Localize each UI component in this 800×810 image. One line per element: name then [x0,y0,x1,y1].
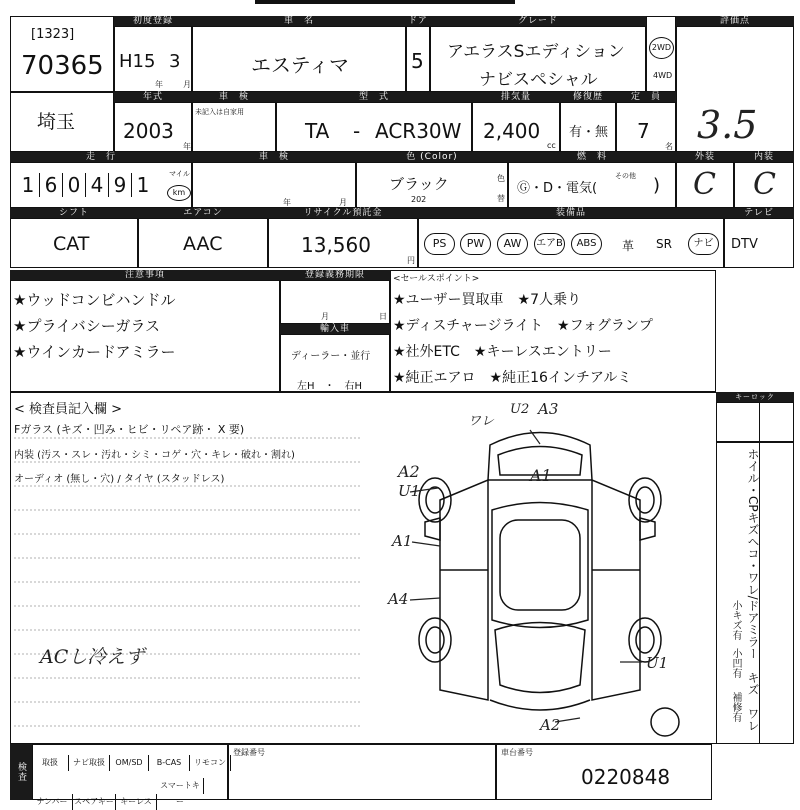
shift-header: シフト [10,208,138,218]
mark-3: A3 [538,400,559,418]
reg-day-unit: 日 [379,312,387,321]
inspection-note: 未記入は自家用 [195,108,244,116]
lot-number: 70365 [21,51,104,81]
mark-9: U1 [646,654,669,672]
inspector-handwritten: ACし冷えず [40,646,145,668]
inspection-header: 車 検 [192,92,276,102]
lot-cell [10,16,114,92]
fuel-other: その他 [615,172,636,180]
reg-date-header: 初度登録 [114,16,192,26]
mileage-header: 走 行 [10,152,192,162]
mark-5: A2 [398,462,420,481]
recycle-cell [268,218,418,268]
model-dash: - [353,119,361,143]
sales-point-4: ★純正エアロ ★純正16インチアルミ [393,370,632,386]
notices-header: 注意事項 [10,270,280,280]
interior-grade: C [753,167,776,202]
color-code: 202 [411,195,427,204]
km-unit: km [172,188,186,197]
sales-label: <セールスポイント> [393,274,480,284]
region: 埼玉 [37,111,76,133]
notice-1: ★ウッドコンビハンドル [13,291,176,309]
bottom-item: スマートキー [157,778,204,794]
door-header: ドア [406,16,430,26]
year-unit: 年 [155,80,163,89]
model-year-cell [114,102,192,152]
shaken-month-unit: 月 [339,198,347,207]
sales-point-2: ★ディスチャージライト ★フォグランプ [393,318,653,334]
shaken-cell [192,162,356,208]
mile-unit: マイル [169,170,190,178]
shaken-header: 車 検 [192,152,356,162]
notices-cell [10,280,280,392]
bottom-item: キーレス [116,794,157,810]
region-cell [10,92,114,152]
capacity-header: 定 員 [616,92,676,102]
equipment-aw: AW [497,233,528,255]
drive-2wd: 2WD [651,43,672,52]
import-cell [280,334,390,392]
aircon: AAC [183,233,223,255]
equipment-header: 装備品 [418,208,724,218]
sheet-title-fragment [255,0,515,4]
drive-2wd-circle [649,37,674,59]
chassis-number: 0220848 [581,765,671,789]
fuel-close: ) [653,175,661,196]
inspector-line-3: オーディオ (無し・穴) / タイヤ (スタッドレス) [14,474,225,485]
side-sub-1: 小キズ有 [730,600,741,640]
mark-4: A1 [530,466,552,485]
car-name: エスティマ [251,53,349,77]
bottom-item: OM/SD [110,755,149,771]
recycle-fee: 13,560 [301,233,371,257]
side-sub-3: 補修有 [730,692,741,722]
drive-cell [646,16,676,92]
displacement-header: 排気量 [472,92,560,102]
chassis-cell [496,744,712,800]
reg-number-label: 登録番号 [233,748,265,757]
fuel-cell [508,162,676,208]
interior-header: 内装 [734,152,794,162]
capacity-cell [616,102,676,152]
equipment-airbag: エアB [534,233,565,255]
fuel-options: Ⓖ・D・電気( [517,181,598,196]
model-header: 型 式 [276,92,472,102]
mark-7: A1 [392,532,413,550]
mileage-digit: 6 [40,173,63,197]
dealer-type: ディーラー・並行 [291,351,371,362]
displacement-cell [472,102,560,152]
mileage-digit: 4 [86,173,109,197]
ac-header: エアコン [138,208,268,218]
equipment-abs: ABS [571,233,602,255]
bottom-item: スペアキー [73,794,116,810]
bottom-side-label: 検査 [10,744,32,800]
equipment-navi: ナビ [688,233,719,255]
reg-number-cell [228,744,496,800]
tv-header: テレビ [724,208,794,218]
notice-3: ★ウインカードアミラー [13,343,176,361]
bottom-item: リモコン [190,755,231,771]
inspection-cell [192,102,276,152]
side-text: ホイル・CPキズヘコ・ワレ/ドアミラー キズ ワレ [746,448,760,732]
km-unit-circle [167,185,191,201]
cc-unit: cc [547,141,556,150]
shaken-year-unit: 年 [283,198,291,207]
mileage-digit: 0 [63,173,86,197]
sales-point-1: ★ユーザー買取車 ★7人乗り [393,292,582,308]
color-cell [356,162,508,208]
drive-4wd: 4WD [653,71,673,80]
reg-date-cell [114,26,192,92]
sales-point-3: ★社外ETC ★キーレスエントリー [393,344,612,360]
model-year-header: 年式 [114,92,192,102]
grade-line-1: アエラスSエディション [447,42,625,62]
color: ブラック [389,175,449,193]
grade-cell [430,26,646,92]
equipment-pw: PW [460,233,491,255]
reg-month: 3 [169,51,181,72]
chassis-label: 車台番号 [501,748,533,757]
mark-1: ワレ [468,414,495,429]
recycle-header: リサイクル預託金 [268,208,418,218]
yen-unit: 円 [407,256,415,265]
door-cell [406,26,430,92]
bottom-item: ナビ取扱 [69,755,110,771]
car-name-cell [192,26,406,92]
color-change-1: 色 [497,174,505,183]
month-unit: 月 [183,80,191,89]
grade-line-2: ナビスペシャル [479,70,598,90]
equipment-sunroof: SR [656,237,672,251]
score-cell [676,26,794,152]
score-header: 評価点 [676,16,794,26]
inspector-title: < 検査員記入欄 > [14,402,123,417]
mileage-digits [17,173,154,199]
model-code: ACR30W [375,119,462,143]
history-cell [560,102,616,152]
notice-2: ★プライバシーガラス [13,317,160,335]
mileage-digit: 1 [136,173,150,197]
mileage-cell [10,162,192,208]
bottom-items-row-2 [32,778,204,810]
door-count: 5 [411,49,424,73]
color-change-2: 替 [497,194,505,203]
import-header: 輸入車 [280,324,390,334]
shift: CAT [53,233,90,255]
model-year: 2003 [123,119,174,143]
model-year-unit: 年 [183,142,191,151]
inspector-rules [10,392,370,744]
model-cell [276,102,472,152]
fuel-header: 燃 料 [508,152,676,162]
car-diagram [380,400,700,740]
mark-2: U2 [510,402,530,417]
capacity: 7 [637,119,650,143]
side-sub-2: 小凹有 [730,648,741,678]
mark-6: U1 [398,482,421,500]
bottom-item: 取扱 [32,755,69,771]
repair-history: 有・無 [569,125,609,140]
bottom-items-row-1 [32,750,231,771]
registration-cell [280,280,390,324]
mark-8: A4 [388,590,409,608]
mark-10: A2 [540,716,561,734]
inspector-line-2: 内装 (汚ス・スレ・汚れ・シミ・コゲ・穴・キレ・破れ・割れ) [14,450,295,461]
registration-header: 登録義務期限 [280,270,390,280]
exterior-grade: C [693,167,716,202]
displacement: 2,400 [483,119,541,143]
key-lock-cell [716,402,794,442]
tv-cell [724,218,794,268]
exterior-header: 外装 [676,152,734,162]
handle-side: 左H ・ 右H [297,381,363,392]
car-name-header: 車 名 [192,16,406,26]
reg-year: H15 [119,51,156,72]
reg-month-unit: 月 [321,312,329,321]
shift-cell [10,218,138,268]
exterior-cell [676,162,734,208]
bottom-item: B-CAS [149,755,190,771]
color-header: 色 (Color) [356,152,508,162]
model-prefix: TA [305,119,330,143]
tv: DTV [731,237,758,252]
equipment-ps: PS [424,233,455,255]
ac-cell [138,218,268,268]
mileage-digit: 1 [17,173,40,197]
equipment-leather: 革 [622,239,635,253]
bottom-item: ナンバー [32,794,73,810]
lot-bracket: [1323] [31,27,75,42]
key-lock-header: キーロック [716,392,794,402]
inspector-line-1: Fガラス (キズ・凹み・ヒビ・リペア跡・ X 要) [14,423,245,436]
sales-cell [390,270,716,392]
score-value: 3.5 [697,103,758,147]
interior-cell [734,162,794,208]
capacity-unit: 名 [665,142,673,151]
mileage-digit: 9 [109,173,132,197]
grade-header: グレード [430,16,646,26]
history-header: 修復歴 [560,92,616,102]
